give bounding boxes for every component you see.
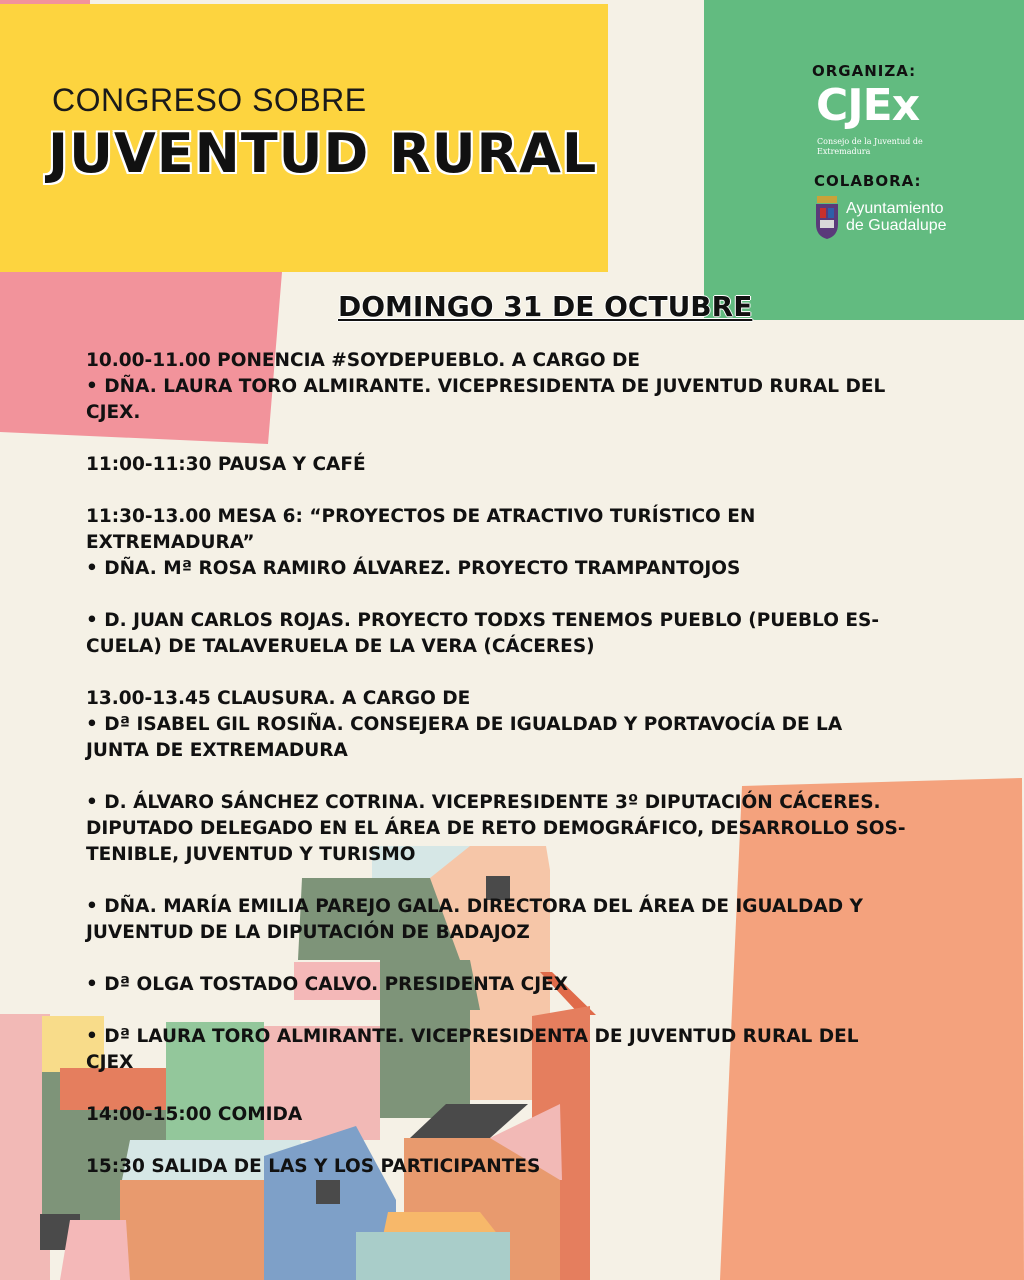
program-item xyxy=(86,972,936,998)
cjex-logo: CJEx xyxy=(816,80,920,131)
program-line: • D. JUAN CARLOS ROJAS. PROYECTO TODXS TENEMOS PUEBLO (PUEBLO ES- xyxy=(86,610,879,631)
program-line: CJEX. xyxy=(86,402,141,423)
program-line: 13.00-13.45 CLAUSURA. A CARGO DE xyxy=(86,688,471,709)
program-line: CJEX xyxy=(86,1052,134,1073)
program-line: CUELA) DE TALAVERUELA DE LA VERA (CÁCERES) xyxy=(86,636,595,657)
program-line: • Dª OLGA TOSTADO CALVO. PRESIDENTA CJEX xyxy=(86,974,568,995)
program-line: • D. ÁLVARO SÁNCHEZ COTRINA. VICEPRESIDENTE 3º DIPUTACIÓN CÁCERES. xyxy=(86,792,881,813)
program-line: • Dª ISABEL GIL ROSIÑA. CONSEJERA DE IGUALDAD Y PORTAVOCÍA DE LA xyxy=(86,714,843,735)
cjex-logo-subtitle: Consejo de la Juventud de Extremadura xyxy=(817,137,923,156)
program-item xyxy=(86,790,936,868)
program-line: • DÑA. LAURA TORO ALMIRANTE. VICEPRESIDENTA DE JUVENTUD RURAL DEL xyxy=(86,376,886,397)
sponsors-panel xyxy=(704,0,1024,320)
event-date: DOMINGO 31 DE OCTUBRE xyxy=(338,290,753,323)
title-line-1: CONGRESO SOBRE xyxy=(52,82,367,118)
program-line: • DÑA. MARÍA EMILIA PAREJO GALA. DIRECTORA DEL ÁREA DE IGUALDAD Y xyxy=(86,896,863,917)
guadalupe-line-1: Ayuntamiento xyxy=(846,200,944,217)
organiza-label: ORGANIZA: xyxy=(812,62,917,80)
program-line: 14:00-15:00 COMIDA xyxy=(86,1104,303,1125)
program-line: • DÑA. Mª ROSA RAMIRO ÁLVAREZ. PROYECTO TRAMPANTOJOS xyxy=(86,558,741,579)
program-line: • Dª LAURA TORO ALMIRANTE. VICEPRESIDENTA DE JUVENTUD RURAL DEL xyxy=(86,1026,859,1047)
program-line: 15:30 SALIDA DE LAS Y LOS PARTICIPANTES xyxy=(86,1156,541,1177)
program-item xyxy=(86,504,936,582)
program-line: JUVENTUD DE LA DIPUTACIÓN DE BADAJOZ xyxy=(86,922,530,943)
program-line: JUNTA DE EXTREMADURA xyxy=(86,740,348,761)
program-line: 10.00-11.00 PONENCIA #SOYDEPUEBLO. A CARGO DE xyxy=(86,350,641,371)
colabora-label: COLABORA: xyxy=(814,172,922,190)
program-item xyxy=(86,1024,936,1076)
program-line: DIPUTADO DELEGADO EN EL ÁREA DE RETO DEMOGRÁFICO, DESARROLLO SOS- xyxy=(86,818,906,839)
guadalupe-line-2: de Guadalupe xyxy=(846,217,947,234)
program-line: TENIBLE, JUVENTUD Y TURISMO xyxy=(86,844,416,865)
program-line: 11:00-11:30 PAUSA Y CAFÉ xyxy=(86,454,366,475)
shield-icon xyxy=(814,196,840,240)
program-item xyxy=(86,1102,936,1128)
program-line: EXTREMADURA” xyxy=(86,532,255,553)
program-item xyxy=(86,686,936,764)
program-item xyxy=(86,348,936,426)
program-line: 11:30-13.00 MESA 6: “PROYECTOS DE ATRACTIVO TURÍSTICO EN xyxy=(86,506,756,527)
title-line-2: JUVENTUD RURAL xyxy=(48,122,598,185)
guadalupe-logo xyxy=(846,200,947,234)
program-item xyxy=(86,452,936,478)
program-item xyxy=(86,1154,936,1180)
program-item xyxy=(86,894,936,946)
program-item xyxy=(86,608,936,660)
program-schedule xyxy=(86,348,936,1206)
